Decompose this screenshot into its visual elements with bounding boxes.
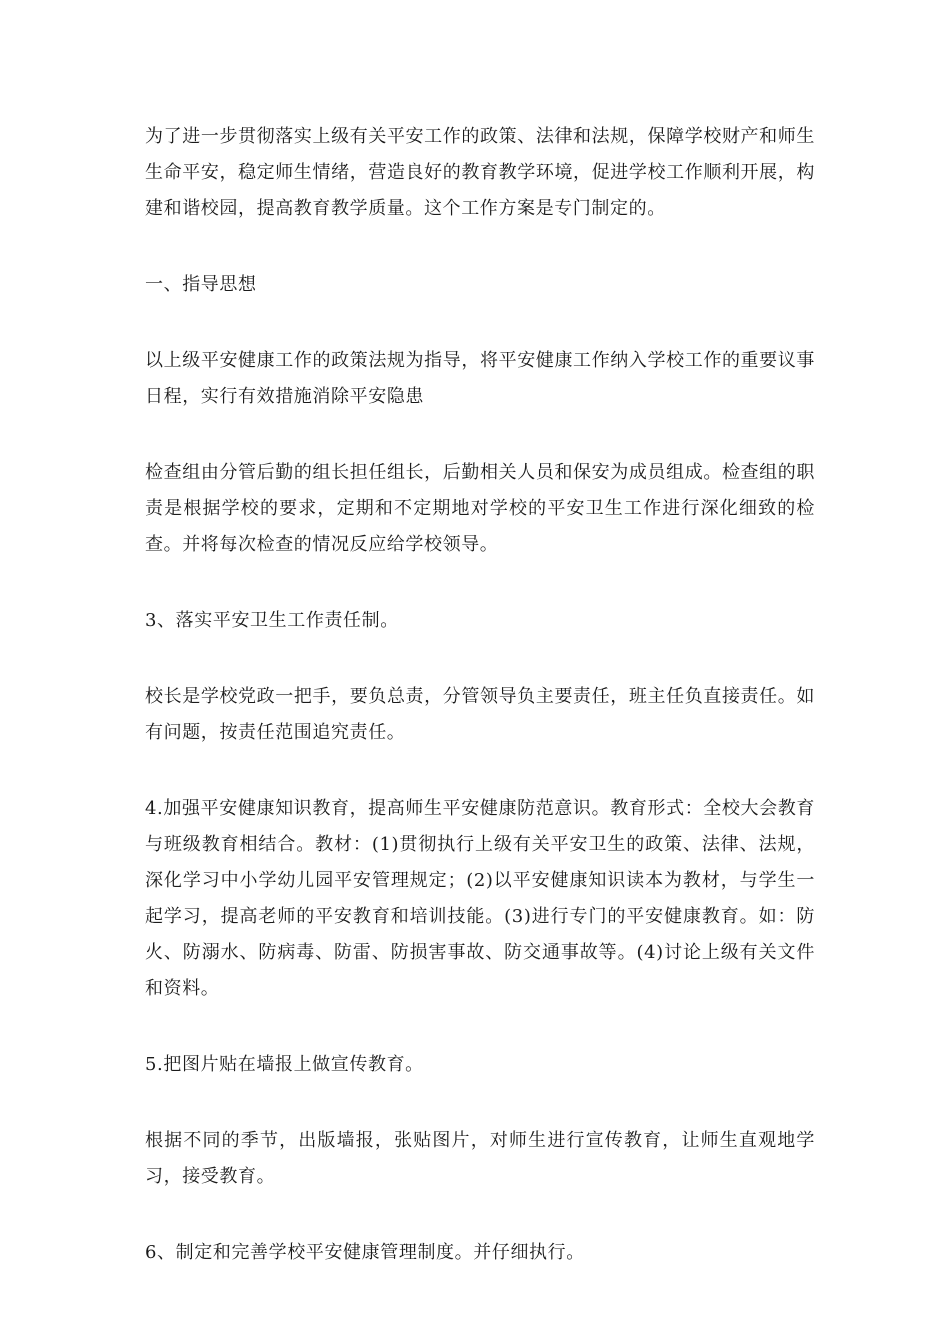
section-heading-wall-posters: 5.把图片贴在墙报上做宣传教育。	[145, 1054, 424, 1075]
intro-paragraph: 为了进一步贯彻落实上级有关平安工作的政策、法律和法规，保障学校财产和师生生命平安，稳定师生情绪，营造良好的教育教学环境，促进学校工作顺利开展，构建和谐校园，提高教育教学质量。这个工作方案是专门制定的。	[145, 126, 815, 219]
section-heading-management-system: 6、制定和完善学校平安健康管理制度。并仔细执行。	[145, 1242, 585, 1263]
wall-posters-paragraph: 根据不同的季节，出版墙报，张贴图片，对师生进行宣传教育，让师生直观地学习，接受教育。	[145, 1130, 815, 1187]
safety-education-paragraph: 4.加强平安健康知识教育，提高师生平安健康防范意识。教育形式：全校大会教育与班级教育相结合。教材：(1)贯彻执行上级有关平安卫生的政策、法律、法规，深化学习中小学幼儿园平安管理规定；(2)以平安健康知识读本为教材，与学生一起学习，提高老师的平安教育和培训技能。(3)进行专门的平安健康教育。如：防火、防溺水、防病毒、防雷、防损害事故、防交通事故等。(4)讨论上级有关文件和资料。	[145, 798, 815, 999]
document-body	[145, 119, 815, 1311]
responsibility-paragraph: 校长是学校党政一把手，要负总责，分管领导负主要责任，班主任负直接责任。如有问题，按责任范围追究责任。	[145, 686, 815, 743]
section-heading-guiding-ideology: 一、指导思想	[145, 274, 257, 295]
guiding-ideology-paragraph: 以上级平安健康工作的政策法规为指导，将平安健康工作纳入学校工作的重要议事日程，实行有效措施消除平安隐患	[145, 350, 815, 407]
inspection-group-paragraph: 检查组由分管后勤的组长担任组长，后勤相关人员和保安为成员组成。检查组的职责是根据学校的要求，定期和不定期地对学校的平安卫生工作进行深化细致的检查。并将每次检查的情况反应给学校领导。	[145, 462, 815, 555]
section-heading-responsibility: 3、落实平安卫生工作责任制。	[145, 610, 399, 631]
